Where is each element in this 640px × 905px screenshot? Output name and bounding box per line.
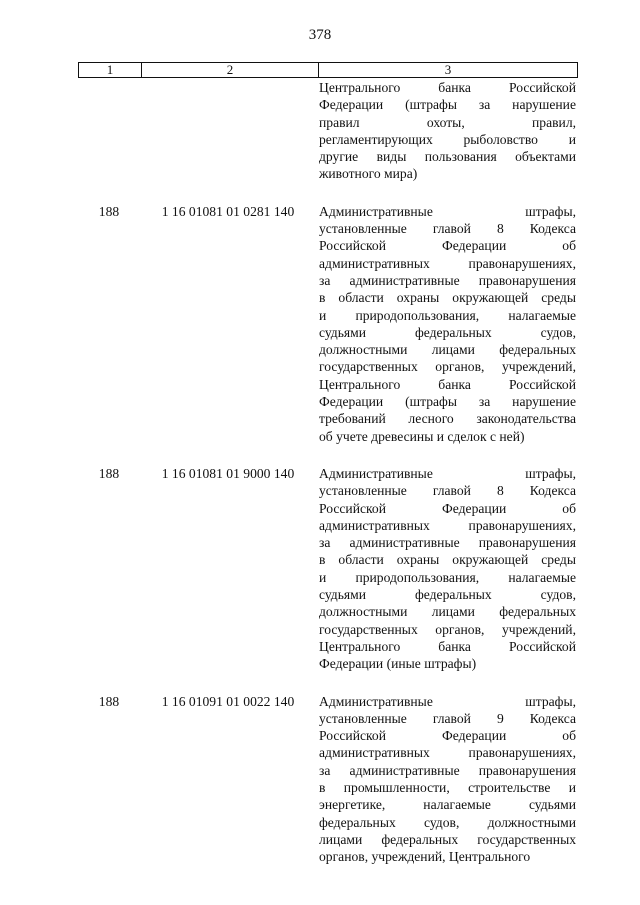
description-line: за административные правонарушения (319, 272, 576, 288)
column-header-2: 2 (142, 63, 319, 77)
description-line: государственных органов, учреждений, (319, 359, 576, 375)
description-line: Российской Федерации об (319, 238, 576, 254)
description-line: органов, учреждений, Центрального (319, 849, 531, 865)
kbk-code-cell: 1 16 01081 01 9000 140 (161, 465, 295, 481)
description-line: судьями федеральных судов, (319, 587, 576, 603)
description-line: и природопользования, налагаемые (319, 307, 576, 323)
admin-code-cell (78, 79, 140, 183)
description-line: Административные штрафы, (319, 203, 576, 219)
admin-code-cell: 188 (98, 465, 120, 481)
description-line: регламентирующих рыболовство и (319, 131, 576, 147)
page-number: 378 (308, 27, 332, 43)
description-line: правил охоты, правил, (319, 114, 576, 130)
description-cell (319, 203, 576, 445)
description-line: установленные главой 8 Кодекса (319, 483, 576, 499)
description-cell (319, 79, 576, 183)
description-cell (319, 465, 576, 673)
description-line: в области охраны окружающей среды (319, 290, 576, 306)
table-body (0, 79, 640, 885)
description-line: в промышленности, строительстве и (319, 779, 576, 795)
description-line: Административные штрафы, (319, 693, 576, 709)
description-line: Центрального банка Российской (319, 80, 576, 95)
description-line: в области охраны окружающей среды (319, 552, 576, 568)
description-line: Центрального банка Российской (319, 376, 576, 392)
description-line: за административные правонарушения (319, 762, 576, 778)
description-line: Центрального банка Российской (319, 638, 576, 654)
description-line: требований лесного законодательства (319, 411, 576, 427)
description-line: государственных органов, учреждений, (319, 621, 576, 637)
description-line: административных правонарушениях, (319, 517, 576, 533)
description-line: энергетике, налагаемые судьями (319, 797, 576, 813)
kbk-code-cell: 1 16 01091 01 0022 140 (161, 693, 295, 709)
kbk-code-cell: 1 16 01081 01 0281 140 (161, 203, 295, 219)
table-row (0, 79, 640, 183)
description-line: животного мира) (319, 166, 418, 182)
description-line: за административные правонарушения (319, 535, 576, 551)
description-line: судьями федеральных судов, (319, 324, 576, 340)
description-line: Российской Федерации об (319, 500, 576, 516)
description-line: установленные главой 9 Кодекса (319, 710, 576, 726)
table-row (0, 465, 640, 673)
description-line: Федерации (иные штрафы) (319, 656, 477, 672)
table-row (0, 203, 640, 445)
description-cell (319, 693, 576, 866)
description-line: федеральных судов, должностными (319, 814, 576, 830)
description-line: другие виды пользования объектами (319, 149, 576, 165)
admin-code-cell: 188 (98, 693, 120, 709)
column-header-1: 1 (79, 63, 142, 77)
description-line: должностными лицами федеральных (319, 342, 576, 358)
table-row (0, 693, 640, 866)
description-line: административных правонарушениях, (319, 745, 576, 761)
column-header-3: 3 (444, 62, 452, 77)
description-line: Федерации (штрафы за нарушение (319, 97, 576, 113)
description-line: об учете древесины и сделок с ней) (319, 428, 525, 444)
description-line: лицами федеральных государственных (319, 831, 576, 847)
description-line: должностными лицами федеральных (319, 604, 576, 620)
description-line: Административные штрафы, (319, 465, 576, 481)
description-line: Федерации (штрафы за нарушение (319, 394, 576, 410)
table-column-header (78, 62, 578, 78)
description-line: установленные главой 8 Кодекса (319, 221, 576, 237)
description-line: и природопользования, налагаемые (319, 569, 576, 585)
description-line: административных правонарушениях, (319, 255, 576, 271)
kbk-code-cell (140, 79, 316, 183)
admin-code-cell: 188 (98, 203, 120, 219)
description-line: Российской Федерации об (319, 728, 576, 744)
